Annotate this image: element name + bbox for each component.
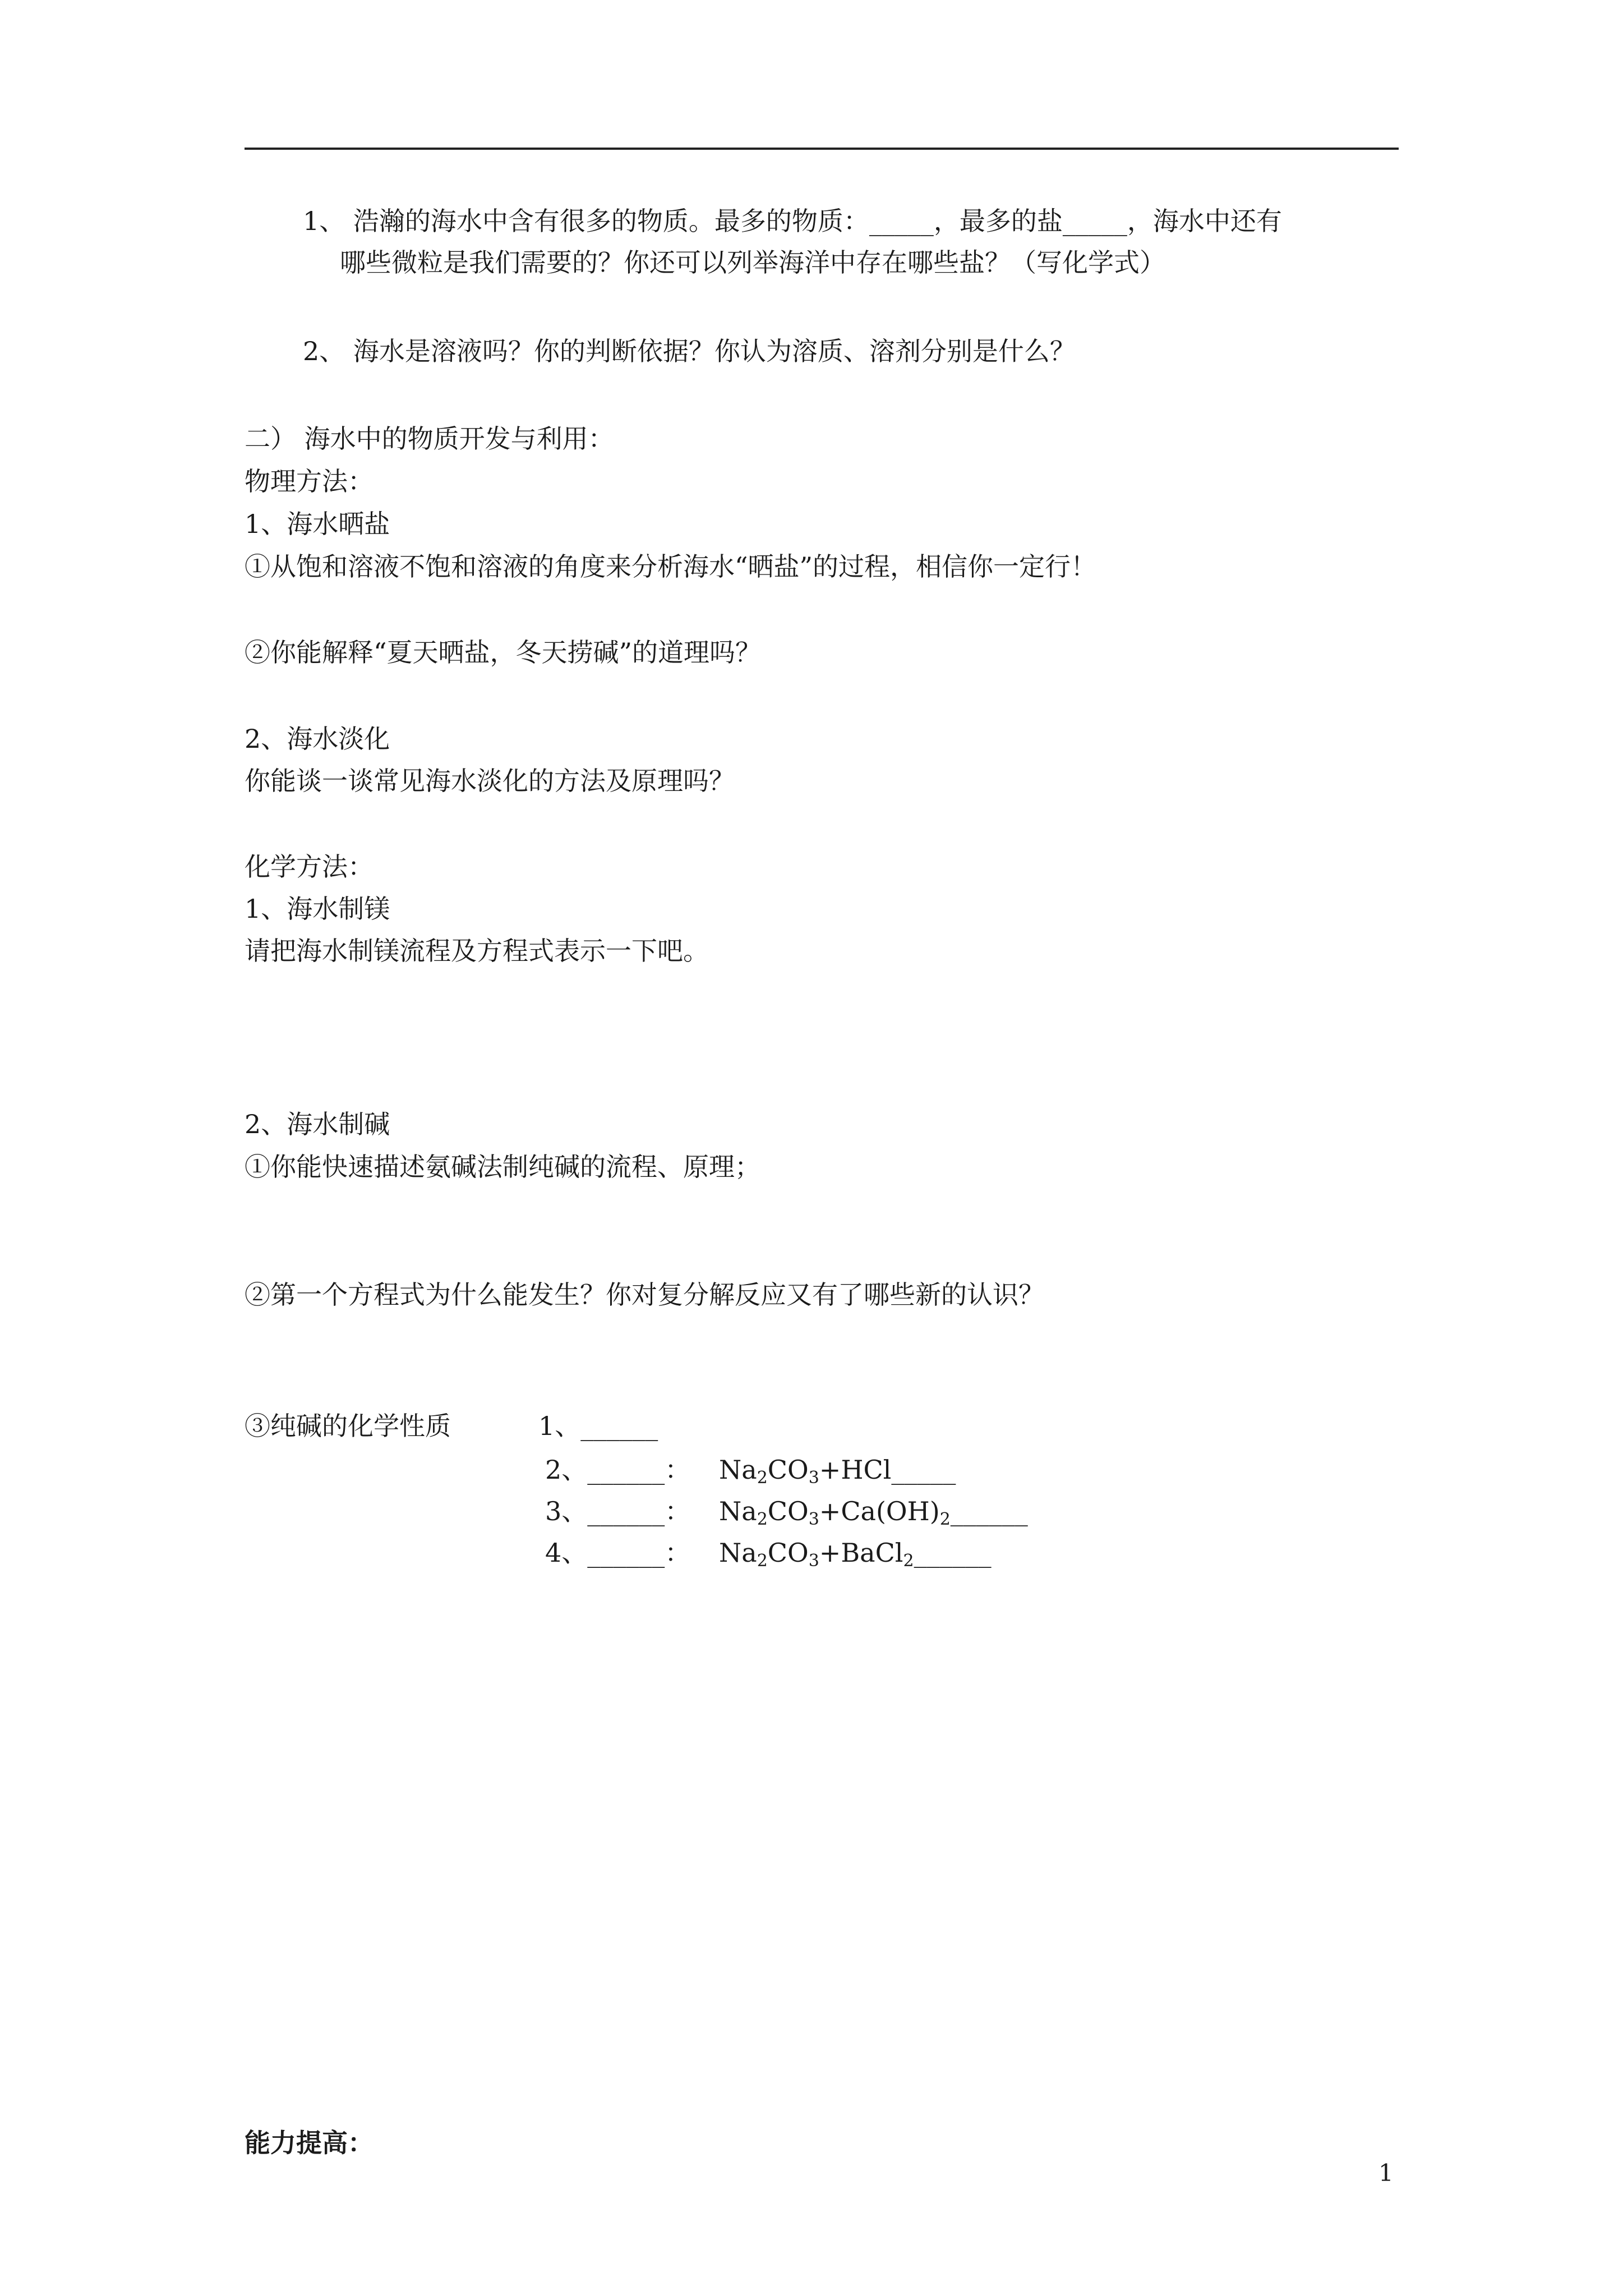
soda-property-1: 1、______ [538, 1411, 658, 1441]
desalination-question: 你能谈一谈常见海水淡化的方法及原理吗？ [245, 766, 735, 796]
desalination-title: 2、海水淡化 [245, 724, 390, 754]
page-number: 1 [1378, 2159, 1394, 2187]
question-1-line-1: 1、 浩瀚的海水中含有很多的物质。最多的物质：_____，最多的盐_____，海水中还有 [303, 206, 1282, 236]
soda-property-4-formula: $Na_2CO_3+BaCl_2\_\_\_\_\_\_$ [719, 1538, 992, 1571]
soda-property-2-formula: $Na_2CO_3+HCl\_\_\_\_\_$ [719, 1455, 956, 1488]
alkali-question-1: ①你能快速描述氨碱法制纯碱的流程、原理； [245, 1152, 760, 1182]
soda-property-4-prefix: 4、______： [545, 1538, 691, 1568]
magnesium-question: 请把海水制镁流程及方程式表示一下吧。 [245, 936, 709, 966]
soda-property-3-formula: $Na_2CO_3+Ca(OH)_2\_\_\_\_\_\_$ [719, 1496, 1028, 1529]
alkali-question-2: ②第一个方程式为什么能发生？你对复分解反应又有了哪些新的认识？ [245, 1280, 1044, 1310]
ability-heading: 能力提高： [245, 2128, 374, 2158]
question-2: 2、 海水是溶液吗？你的判断依据？你认为溶质、溶剂分别是什么？ [303, 336, 1076, 366]
soda-property-2-prefix: 2、______： [545, 1455, 691, 1485]
alkali-title: 2、海水制碱 [245, 1109, 390, 1139]
soda-properties-label: ③纯碱的化学性质 [245, 1411, 451, 1441]
physical-method-label: 物理方法： [245, 466, 374, 496]
salt-drying-title: 1、海水晒盐 [245, 509, 390, 539]
question-1-line-2: 哪些微粒是我们需要的？你还可以列举海洋中存在哪些盐？（写化学式） [340, 247, 1165, 278]
magnesium-title: 1、海水制镁 [245, 894, 390, 924]
salt-drying-question-1: ①从饱和溶液不饱和溶液的角度来分析海水“晒盐”的过程，相信你一定行！ [245, 551, 1097, 582]
section-2-heading: 二） 海水中的物质开发与利用： [245, 424, 614, 454]
chemical-method-label: 化学方法： [245, 852, 374, 882]
soda-property-3-prefix: 3、______： [545, 1496, 691, 1526]
header-rule [245, 148, 1399, 150]
salt-drying-question-2: ②你能解释“夏天晒盐，冬天捞碱”的道理吗？ [245, 637, 762, 668]
